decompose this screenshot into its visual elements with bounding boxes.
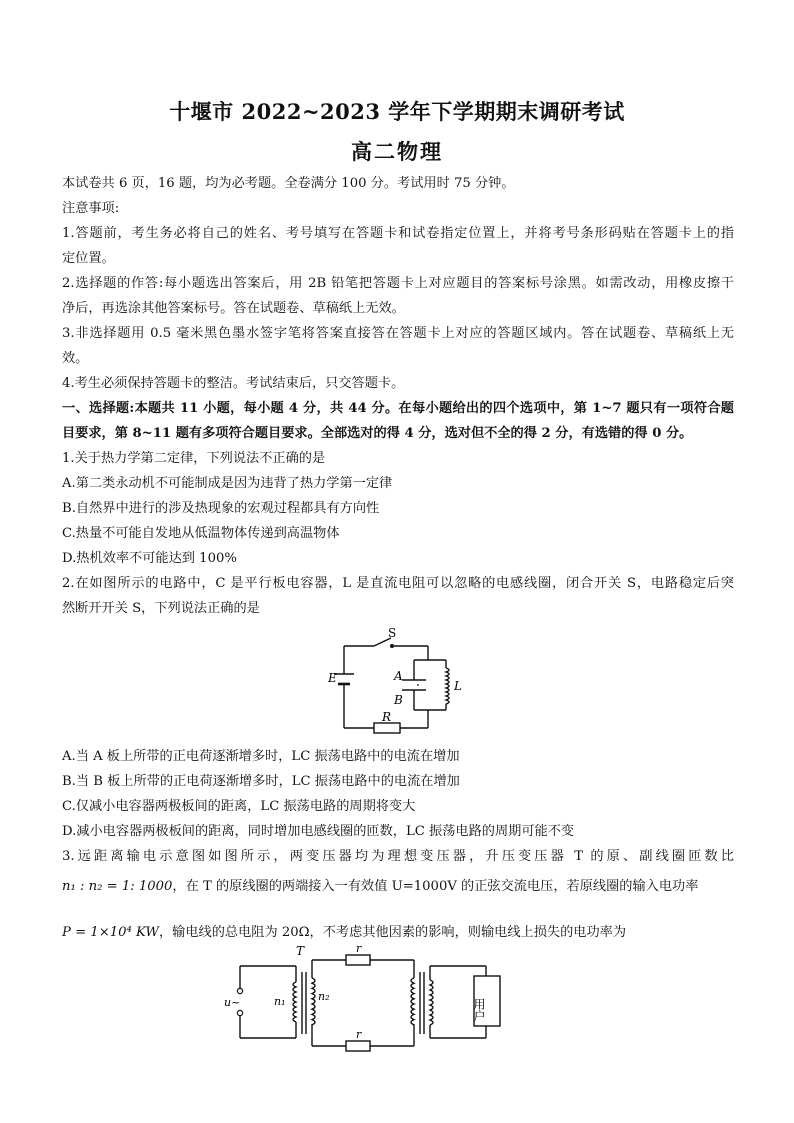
q1-option-a: A.第二类永动机不可能制成是因为违背了热力学第一定律 bbox=[62, 476, 393, 491]
label-a: A bbox=[394, 669, 403, 683]
q1-option-b: B.自然界中进行的涉及热现象的宏观过程都具有方向性 bbox=[62, 501, 380, 516]
q2-option-b: B.当 B 板上所带的正电荷逐渐增多时，LC 振荡电路中的电流在增加 bbox=[62, 774, 460, 789]
q2-option-c: C.仅减小电容器两极板间的距离，LC 振荡电路的周期将变大 bbox=[62, 799, 416, 814]
note-1-line-2: 定位置。 bbox=[62, 251, 115, 266]
notes-heading: 注意事项: bbox=[62, 201, 120, 216]
q1-stem: 1.关于热力学第二定律，下列说法不正确的是 bbox=[62, 451, 326, 466]
power-transmission-diagram bbox=[222, 942, 522, 1052]
label-n2: n₂ bbox=[318, 990, 330, 1003]
q2-stem-line-2: 然断开开关 S，下列说法正确的是 bbox=[62, 601, 260, 616]
section-1-line-1: 一、选择题:本题共 11 小题，每小题 4 分，共 44 分。在每小题给出的四个选项中，第 1~7 题只有一项符合题 bbox=[62, 401, 734, 416]
q3-stem-line-2 bbox=[62, 878, 734, 896]
q3-stem-line-3-text: ，输电线的总电阻为 20Ω，不考虑其他因素的影响，则输电线上损失的电功率为 bbox=[158, 925, 627, 940]
label-n1: n₁ bbox=[274, 995, 286, 1008]
turns-ratio-formula: n₁ : n₂ = 1: 1000 bbox=[62, 879, 173, 894]
switch-contact-icon bbox=[390, 644, 394, 648]
label-l: L bbox=[454, 679, 462, 693]
q1-option-c: C.热量不可能自发地从低温物体传递到高温物体 bbox=[62, 526, 340, 541]
section-1-line-2: 目要求，第 8~11 题有多项符合题目要求。全部选对的得 4 分，选对但不全的得 2 分，有选错的得 0 分。 bbox=[62, 426, 693, 441]
label-e: E bbox=[328, 671, 337, 685]
subject-title: 高二物理 bbox=[351, 139, 443, 164]
q1-option-d: D.热机效率不可能达到 100% bbox=[62, 551, 237, 566]
label-r: R bbox=[382, 710, 392, 724]
exam-title: 十堰市 2022~2023 学年下学期期末调研考试 bbox=[169, 99, 625, 124]
label-s: S bbox=[388, 626, 397, 640]
note-3-line-1: 3.非选择题用 0.5 毫米黑色墨水签字笔将答案直接答在答题卡上对应的答题区域内。答在试题卷、草稿纸上无 bbox=[62, 326, 734, 341]
q2-option-a: A.当 A 板上所带的正电荷逐渐增多时，LC 振荡电路中的电流在增加 bbox=[62, 749, 460, 764]
label-r-bottom: r bbox=[356, 1028, 362, 1041]
q2-stem-line-1: 2.在如图所示的电路中，C 是平行板电容器，L 是直流电阻可以忽略的电感线圈，闭合开关 S，电路稳定后突 bbox=[62, 576, 734, 591]
source-terminal-top-icon bbox=[237, 988, 242, 993]
q2-option-d: D.减小电容器两极板间的距离，同时增加电感线圈的匝数，LC 振荡电路的周期可能不变 bbox=[62, 824, 575, 839]
label-t: T bbox=[296, 944, 305, 958]
lc-circuit-diagram bbox=[318, 624, 478, 740]
intro-text: 本试卷共 6 页，16 题，均为必考题。全卷满分 100 分。考试用时 75 分钟。 bbox=[62, 176, 515, 191]
note-1-line-1: 1.答题前，考生务必将自己的姓名、考号填写在答题卡和试卷指定位置上，并将考号条形码贴在答题卡上的指 bbox=[62, 226, 734, 241]
note-4: 4.考生必须保持答题卡的整洁。考试结束后，只交答题卡。 bbox=[62, 376, 405, 391]
label-user: 用户 bbox=[472, 998, 486, 1022]
label-b: B bbox=[394, 693, 403, 707]
q3-stem-line-2-text: ，在 T 的原线圈的两端接入一有效值 U=1000V 的正弦交流电压，若原线圈的输入电功率 bbox=[172, 879, 699, 894]
source-terminal-bottom-icon bbox=[237, 1010, 242, 1015]
q3-stem-line-3 bbox=[62, 924, 734, 942]
note-2-line-1: 2.选择题的作答:每小题选出答案后，用 2B 铅笔把答题卡上对应题目的答案标号涂黑。如需改动，用橡皮擦干 bbox=[62, 276, 734, 291]
q3-stem-line-1: 3.远距离输电示意图如图所示，两变压器均为理想变压器，升压变压器 T 的原、副线圈匝数比 bbox=[62, 849, 734, 864]
label-r-top: r bbox=[356, 942, 362, 955]
power-formula: P = 1×10⁴ KW bbox=[62, 925, 159, 940]
label-source: u~ bbox=[224, 996, 241, 1009]
note-2-line-2: 净后，再选涂其他答案标号。答在试题卷、草稿纸上无效。 bbox=[62, 301, 405, 316]
note-3-line-2: 效。 bbox=[62, 351, 89, 366]
